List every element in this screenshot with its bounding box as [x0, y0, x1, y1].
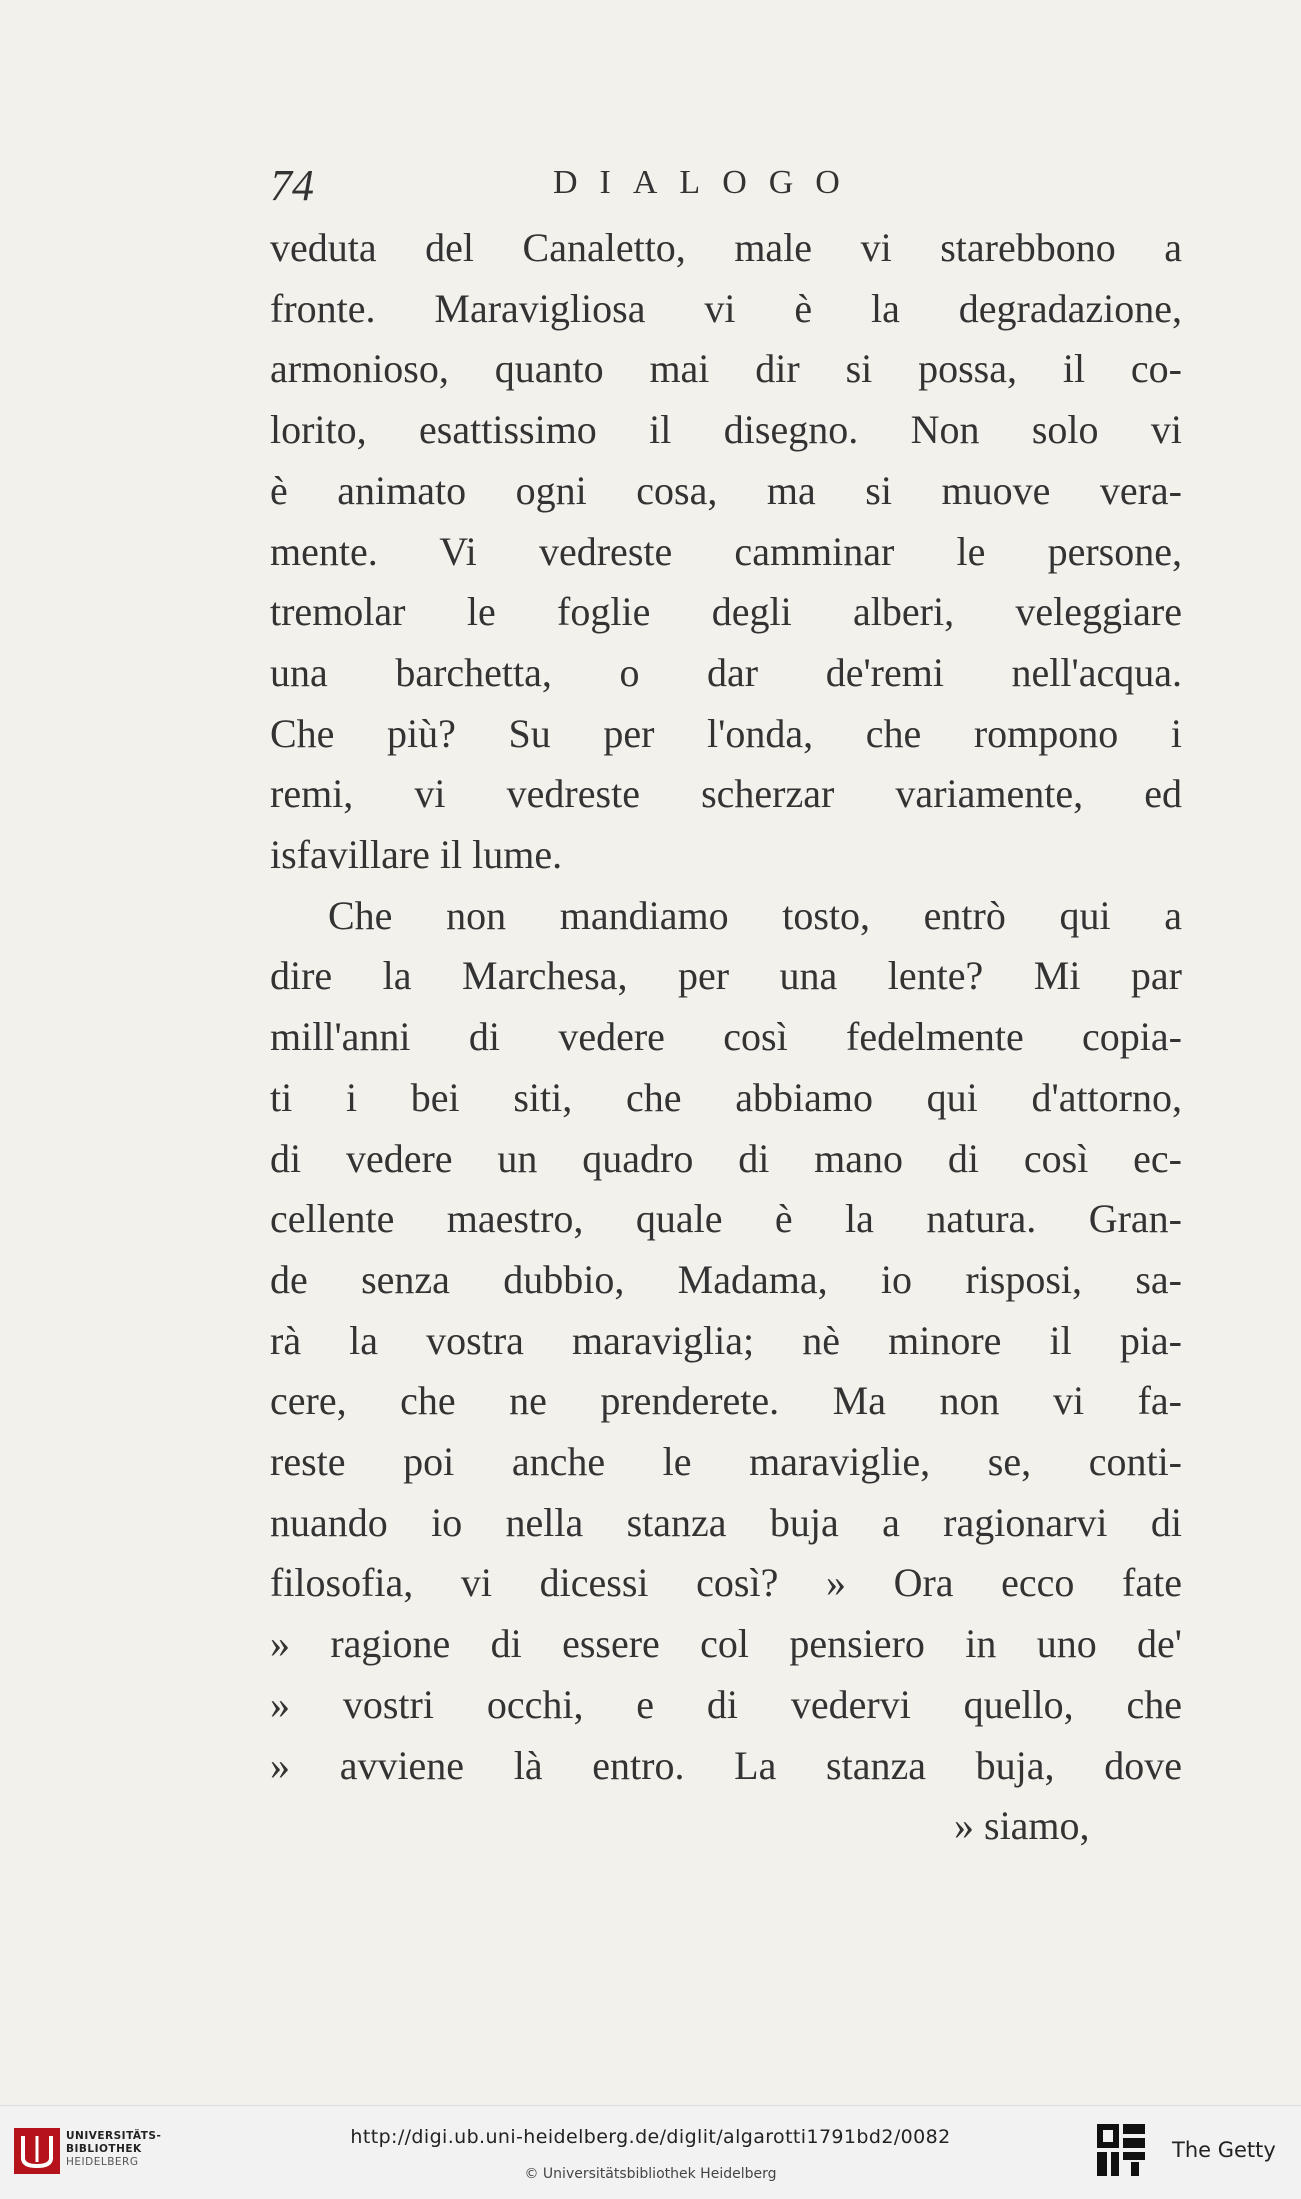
- text-line: remi, vi vedreste scherzar variamente, ed: [270, 771, 1182, 817]
- text-line: mill'anni di vedere così fedelmente copia-: [270, 1014, 1182, 1060]
- text-line: nuando io nella stanza buja a ragionarvi di: [270, 1499, 1182, 1545]
- permalink-url[interactable]: http://digi.ub.uni-heidelberg.de/diglit/algarotti1791bd2/0082: [350, 2126, 951, 2148]
- text-line: Che non mandiamo tosto, entrò qui a: [328, 892, 1182, 938]
- getty-logo-icon[interactable]: [1095, 2122, 1149, 2178]
- viewer-footer: [0, 2105, 1301, 2199]
- library-name-line: BIBLIOTHEK: [66, 2143, 142, 2155]
- text-line: » ragione di essere col pensiero in uno de': [270, 1621, 1182, 1667]
- text-line: dire la Marchesa, per una lente? Mi par: [270, 953, 1182, 999]
- library-name-line: HEIDELBERG: [66, 2156, 139, 2168]
- text-line: » avviene là entro. La stanza buja, dove: [270, 1742, 1182, 1788]
- library-name-line: UNIVERSITÄTS-: [66, 2130, 162, 2142]
- text-line: di vedere un quadro di mano di così ec-: [270, 1135, 1182, 1181]
- text-line: fronte. Maravigliosa vi è la degradazione,: [270, 285, 1182, 331]
- page-header: [270, 160, 1030, 220]
- text-line: filosofia, vi dicessi così? » Ora ecco fate: [270, 1560, 1182, 1606]
- running-title: DIALOGO: [553, 164, 862, 201]
- text-line: è animato ogni cosa, ma si muove vera-: [270, 467, 1182, 513]
- text-line: una barchetta, o dar de'remi nell'acqua.: [270, 649, 1182, 695]
- text-line: cere, che ne prenderete. Ma non vi fa-: [270, 1378, 1182, 1424]
- text-line: reste poi anche le maraviglie, se, conti-: [270, 1439, 1182, 1485]
- text-line: tremolar le foglie degli alberi, veleggiare: [270, 589, 1182, 635]
- text-line: ti i bei siti, che abbiamo qui d'attorno,: [270, 1074, 1182, 1120]
- getty-name[interactable]: The Getty: [1172, 2138, 1276, 2162]
- text-line: isfavillare il lume.: [270, 832, 563, 878]
- text-line: veduta del Canaletto, male vi starebbono a: [270, 225, 1182, 270]
- body-text: [270, 218, 1182, 1857]
- catchword: » siamo,: [954, 1803, 1090, 1849]
- text-line: mente. Vi vedreste camminar le persone,: [270, 528, 1182, 574]
- text-line: Che più? Su per l'onda, che rompono i: [270, 710, 1182, 756]
- text-line: » vostri occhi, e di vedervi quello, che: [270, 1681, 1182, 1727]
- copyright-notice: © Universitätsbibliothek Heidelberg: [524, 2166, 777, 2182]
- page-number: 74: [270, 161, 314, 210]
- text-line: cellente maestro, quale è la natura. Gran-: [270, 1196, 1182, 1242]
- text-line: armonioso, quanto mai dir si possa, il co-: [270, 346, 1182, 392]
- text-line: lorito, esattissimo il disegno. Non solo vi: [270, 407, 1182, 453]
- text-line: rà la vostra maraviglia; nè minore il pia-: [270, 1317, 1182, 1363]
- text-line: de senza dubbio, Madama, io risposi, sa-: [270, 1256, 1182, 1302]
